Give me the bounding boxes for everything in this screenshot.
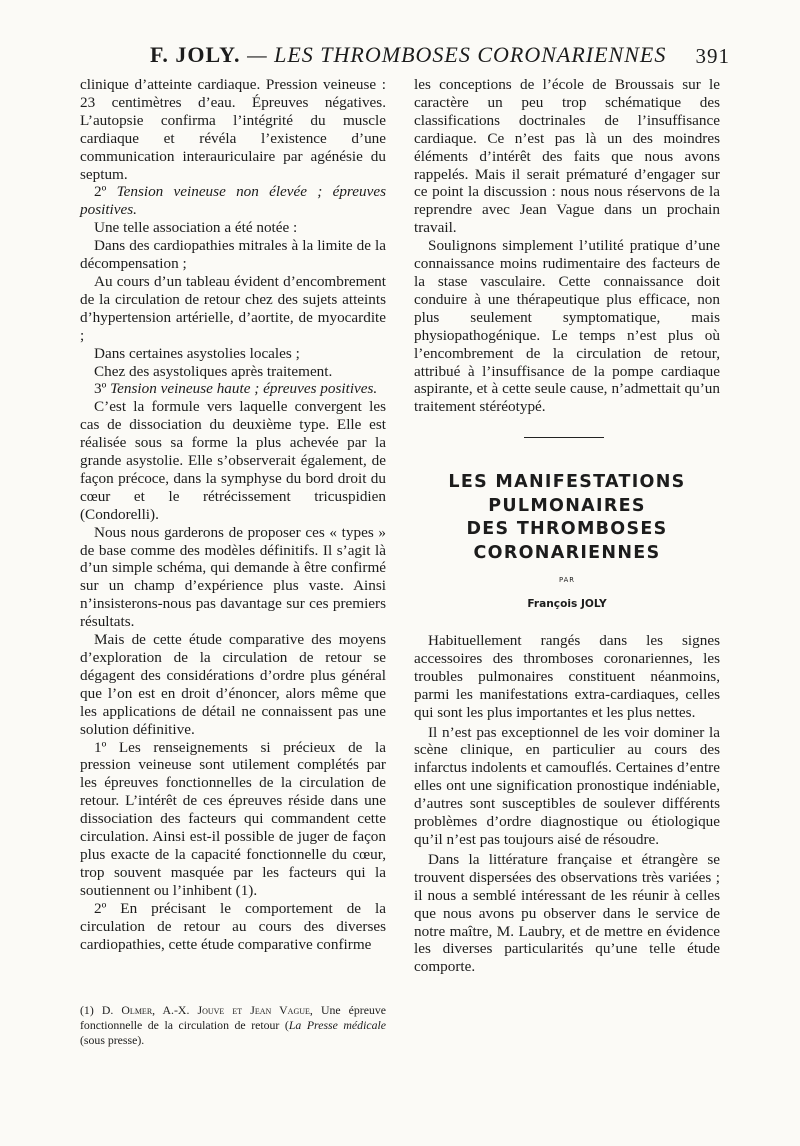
article-title [414, 471, 720, 565]
article-title-line: LES MANIFESTATIONS [448, 472, 686, 492]
footnote-marker: (1) [80, 1003, 94, 1017]
paragraph: 1º Les renseignements si précieux de la pression veineuse sont utilement complétés par les épreuves fonctionnelles de la circulation de retour. L’intérêt de ces épreuves réside dans une dissociation des facteurs qui commandent cette circulation. Ainsi est-il possible de juger de façon plus exacte de la capacité fonctionnelle du cœur, trop souvent masquée par les facteurs qui la soutiennent ou l’inhibent (1). [80, 738, 386, 899]
paragraph: Mais de cette étude comparative des moyens d’exploration de la circulation de retour se dégagent des considérations d’ordre plus général que l’on est en droit d’énoncer, alors même que les applications de détail ne connaissent pas une solution définitive. [80, 631, 386, 738]
subheading [80, 183, 386, 219]
paragraph: Soulignons simplement l’utilité pratique d’une connaissance moins rudimentaire des facteurs de la stase vasculaire. Cette connaissance doit conduire à une thérapeutique plus efficace, non plus seulement symptomatique, mais physiopathogénique. Le temps n’est plus où l’encombrement de la circulation de retour, attribué à l’insuffisance de la pompe cardiaque aspirante, et à cette seule cause, n’admettait qu’un traitement stéréotypé. [414, 237, 720, 416]
paragraph: 2º En précisant le comportement de la circulation de retour au cours des diverses cardiopathies, cette étude comparative confirme [80, 899, 386, 953]
footnote-authors: D. Olmer, A.-X. Jouve et Jean Vague, [101, 1003, 313, 1017]
paragraph: Dans des cardiopathies mitrales à la limite de la décompensation ; [80, 237, 386, 273]
running-title-author: F. JOLY. [150, 42, 241, 67]
subheading-number: 2º [94, 183, 107, 201]
article-body [414, 632, 720, 978]
paragraph: Chez des asystoliques après traitement. [94, 362, 333, 380]
subheading-text: Tension veineuse non élevée ; épreuves positives. [80, 183, 386, 219]
par-label: PAR [558, 576, 576, 584]
paragraph: Nous nous garderons de proposer ces « types » de base comme des modèles définitifs. Il s’agit là d’un simple schéma, qui demande à être confirmé sur un champ d’expérience plus vaste. Ainsi n’insisterons-nous pas davantage sur ces premiers résultats. [80, 523, 386, 631]
paragraph: Dans la littérature française et étrangère se trouvent dispersées des observations très variées ; il nous a semblé intéressant de les réunir à celles que nous avons pu observer dans le service de notre maître, M. Laubry, et de mettre en évidence les diverses particularités qu’une telle étude comporte. [414, 850, 720, 976]
article-title-line: PULMONAIRES [488, 495, 646, 516]
footnote-text: Une épreuve fonctionnelle de la circulation de retour ( [80, 1003, 387, 1032]
footnote-tail: (sous presse). [80, 1033, 145, 1047]
paragraph: Une telle association a été notée : [94, 219, 298, 237]
paragraph: Au cours d’un tableau évident d’encombrement de la circulation de retour chez des sujets atteints d’hypertension artérielle, d’aortite, de myocardite ; [80, 272, 386, 344]
page-number: 391 [695, 44, 730, 68]
subheading [80, 380, 386, 398]
left-column [80, 76, 386, 953]
running-title-text: — LES THROMBOSES CORONARIENNES [240, 42, 667, 67]
paragraph: C’est la formule vers laquelle convergent les cas de dissociation du deuxième type. Elle est réalisée sous sa forme la plus achevée par la grande asystolie. Elle s’observerait également, de façon précoce, dans la symphyse du bord droit du cœur et le rétrécissement tricuspidien (Condorelli). [80, 398, 386, 523]
paragraph: Dans certaines asystolies locales ; [94, 344, 300, 362]
right-column [414, 76, 720, 416]
running-header [80, 42, 730, 72]
article-title-line: CORONARIENNES [473, 542, 661, 563]
article-byline: François JOLY [527, 598, 607, 610]
footnote-journal: La Presse médicale [288, 1018, 386, 1032]
footnote [80, 1003, 386, 1048]
subheading-number: 3º [94, 380, 107, 398]
running-title [150, 42, 666, 68]
article-title-line: DES THROMBOSES [466, 519, 668, 539]
section-divider [524, 437, 604, 438]
paragraph: clinique d’atteinte cardiaque. Pression veineuse : 23 centimètres d’eau. Épreuves négatives. L’autopsie confirma l’intégrité du muscle cardiaque et révéla l’existence d’une communication interauriculaire par agénésie du septum. [80, 76, 386, 183]
paragraph: les conceptions de l’école de Broussais sur le caractère un peu trop schématique des classifications doctrinales de l’insuffisance cardiaque. Ce n’est pas là un des moindres éléments d’intérêt des faits que nous avons rappelés. Mais il serait prématuré d’engager sur ce point la discussion : nous nous réservons de la reprendre avec Jean Vague dans un prochain travail. [414, 76, 720, 237]
subheading-text: Tension veineuse haute ; épreuves positives. [106, 380, 378, 398]
paragraph: Il n’est pas exceptionnel de les voir dominer la scène clinique, en particulier au cours des infarctus indolents et camouflés. Certaines d’entre elles ont une signification pronostique indéniable, d’autres sont susceptibles de soulever différents problèmes d’ordre diagnostique ou étiologique qu’il n’est pas toujours aisé de résoudre. [414, 723, 720, 848]
paragraph: Habituellement rangés dans les signes accessoires des thromboses coronariennes, les troubles pulmonaires constituent néanmoins, parmi les manifestations extra-cardiaques, celles qui sont les plus importantes et les plus nettes. [414, 632, 720, 721]
